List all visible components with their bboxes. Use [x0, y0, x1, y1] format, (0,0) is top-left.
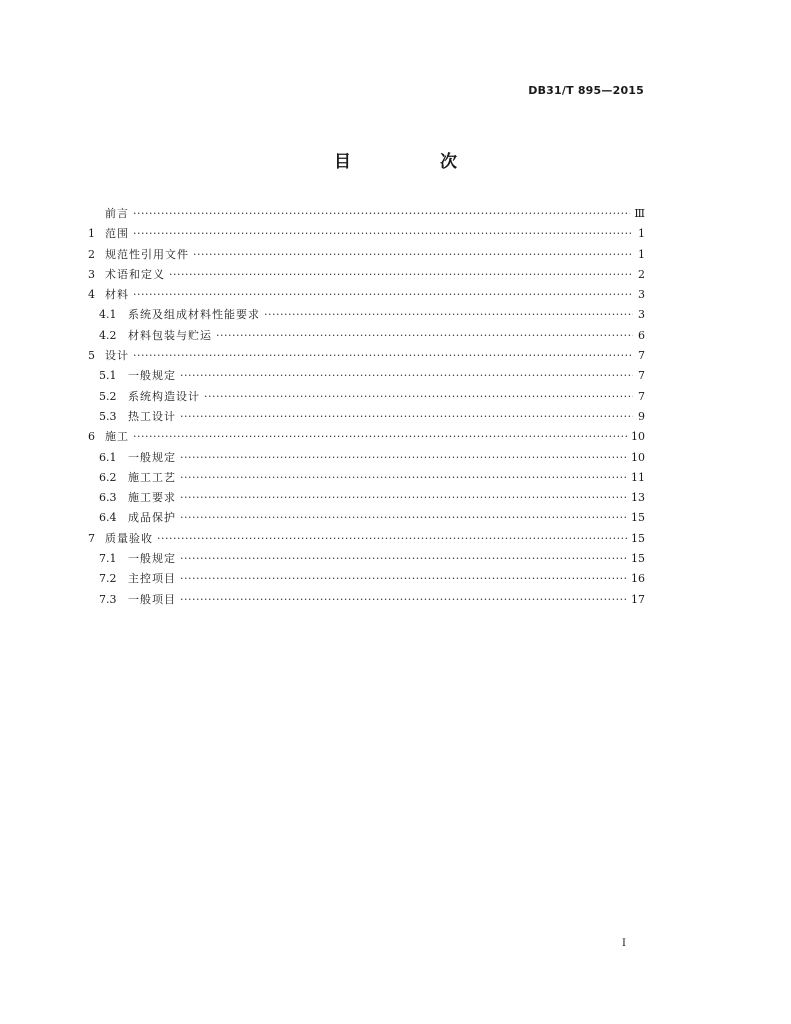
- toc-leader-dots: [180, 488, 627, 508]
- toc-leader-dots: [133, 204, 630, 224]
- toc-entry-page: 1: [638, 247, 645, 261]
- toc-leader-dots: [193, 245, 633, 265]
- toc-entry[interactable]: [88, 265, 645, 285]
- toc-entry[interactable]: [88, 508, 645, 528]
- document-code: DB31/T 895—2015: [528, 84, 644, 97]
- toc-entry[interactable]: [88, 305, 645, 325]
- toc-entry[interactable]: [88, 366, 645, 386]
- toc-leader-dots: [180, 569, 627, 589]
- toc-entry-label: 一般规定: [128, 369, 176, 383]
- toc-leader-dots: [180, 468, 627, 488]
- toc-leader-dots: [204, 387, 633, 407]
- toc-entry-label: 系统构造设计: [128, 389, 200, 403]
- toc-leader-dots: [133, 427, 627, 447]
- toc-entry-number: 6.3: [99, 491, 117, 505]
- toc-entry-page: 7: [638, 369, 645, 383]
- toc-entry-label: 前言: [105, 207, 129, 220]
- toc-entry-page: 6: [638, 328, 645, 342]
- toc-entry-number: 6: [88, 430, 95, 444]
- toc-entry-number: 6.1: [99, 450, 117, 464]
- toc-leader-dots: [180, 407, 633, 427]
- toc-entry-page: 11: [631, 470, 645, 484]
- table-of-contents: [88, 204, 645, 610]
- toc-entry[interactable]: [88, 427, 645, 447]
- toc-entry-number: 1: [88, 227, 95, 241]
- toc-entry-number: 5.2: [99, 389, 117, 403]
- toc-entry-page: Ⅲ: [634, 207, 645, 220]
- toc-leader-dots: [180, 508, 627, 528]
- toc-entry-number: 6.2: [99, 470, 117, 484]
- toc-entry-page: 7: [638, 349, 645, 363]
- toc-entry[interactable]: [88, 569, 645, 589]
- toc-entry-page: 2: [638, 267, 645, 281]
- toc-entry-label: 一般规定: [128, 552, 176, 566]
- toc-entry-page: 15: [631, 531, 645, 545]
- toc-leader-dots: [169, 265, 633, 285]
- toc-entry-page: 9: [638, 409, 645, 423]
- toc-entry-page: 17: [631, 592, 645, 606]
- toc-leader-dots: [180, 448, 627, 468]
- toc-entry-page: 3: [638, 308, 645, 322]
- toc-entry-page: 10: [631, 430, 645, 444]
- toc-entry[interactable]: [88, 387, 645, 407]
- toc-entry-number: 4.1: [99, 308, 117, 322]
- toc-leader-dots: [157, 529, 627, 549]
- toc-entry[interactable]: [88, 488, 645, 508]
- toc-entry-page: 15: [631, 552, 645, 566]
- toc-entry-label: 系统及组成材料性能要求: [128, 308, 260, 322]
- toc-entry-number: 4: [88, 288, 95, 302]
- toc-entry-number: 7.2: [99, 572, 117, 586]
- toc-entry-number: 7.1: [99, 552, 117, 566]
- toc-entry-label: 热工设计: [128, 409, 176, 423]
- toc-entry-number: 7.3: [99, 592, 117, 606]
- toc-entry-number: 5.3: [99, 409, 117, 423]
- toc-entry-label: 成品保护: [128, 511, 176, 525]
- toc-entry-page: 10: [631, 450, 645, 464]
- page-number: I: [622, 938, 626, 949]
- toc-entry[interactable]: [88, 204, 645, 224]
- toc-entry-label: 范围: [105, 227, 129, 241]
- toc-entry-number: 5: [88, 349, 95, 363]
- toc-entry-page: 7: [638, 389, 645, 403]
- toc-entry-page: 15: [631, 511, 645, 525]
- toc-entry-label: 术语和定义: [105, 267, 165, 281]
- toc-entry-page: 3: [638, 288, 645, 302]
- toc-entry-label: 材料包装与贮运: [128, 328, 212, 342]
- toc-leader-dots: [264, 305, 633, 325]
- toc-entry[interactable]: [88, 448, 645, 468]
- page-title: 目 次: [334, 152, 493, 172]
- toc-entry[interactable]: [88, 407, 645, 427]
- toc-entry[interactable]: [88, 245, 645, 265]
- toc-entry-label: 材料: [105, 288, 129, 302]
- toc-leader-dots: [216, 326, 633, 346]
- toc-entry-label: 一般项目: [128, 592, 176, 606]
- toc-entry-label: 施工工艺: [128, 470, 176, 484]
- toc-entry[interactable]: [88, 590, 645, 610]
- toc-entry-page: 16: [631, 572, 645, 586]
- toc-entry[interactable]: [88, 346, 645, 366]
- toc-entry-number: 6.4: [99, 511, 117, 525]
- toc-entry[interactable]: [88, 326, 645, 346]
- toc-leader-dots: [180, 590, 627, 610]
- toc-entry-number: 5.1: [99, 369, 117, 383]
- toc-entry-number: 3: [88, 267, 95, 281]
- toc-entry-label: 主控项目: [128, 572, 176, 586]
- toc-entry-label: 一般规定: [128, 450, 176, 464]
- toc-leader-dots: [180, 549, 627, 569]
- toc-leader-dots: [133, 285, 633, 305]
- toc-entry-page: 1: [638, 227, 645, 241]
- toc-entry-label: 施工要求: [128, 491, 176, 505]
- toc-leader-dots: [133, 224, 633, 244]
- toc-entry-number: 4.2: [99, 328, 117, 342]
- toc-entry[interactable]: [88, 529, 645, 549]
- toc-entry-label: 设计: [105, 349, 129, 363]
- toc-entry-page: 13: [631, 491, 645, 505]
- toc-entry-number: 2: [88, 247, 95, 261]
- toc-leader-dots: [133, 346, 633, 366]
- toc-entry-label: 质量验收: [105, 531, 153, 545]
- toc-entry[interactable]: [88, 224, 645, 244]
- toc-entry[interactable]: [88, 549, 645, 569]
- toc-leader-dots: [180, 366, 633, 386]
- toc-entry[interactable]: [88, 285, 645, 305]
- toc-entry-label: 施工: [105, 430, 129, 444]
- toc-entry-number: 7: [88, 531, 95, 545]
- toc-entry-label: 规范性引用文件: [105, 247, 189, 261]
- toc-entry[interactable]: [88, 468, 645, 488]
